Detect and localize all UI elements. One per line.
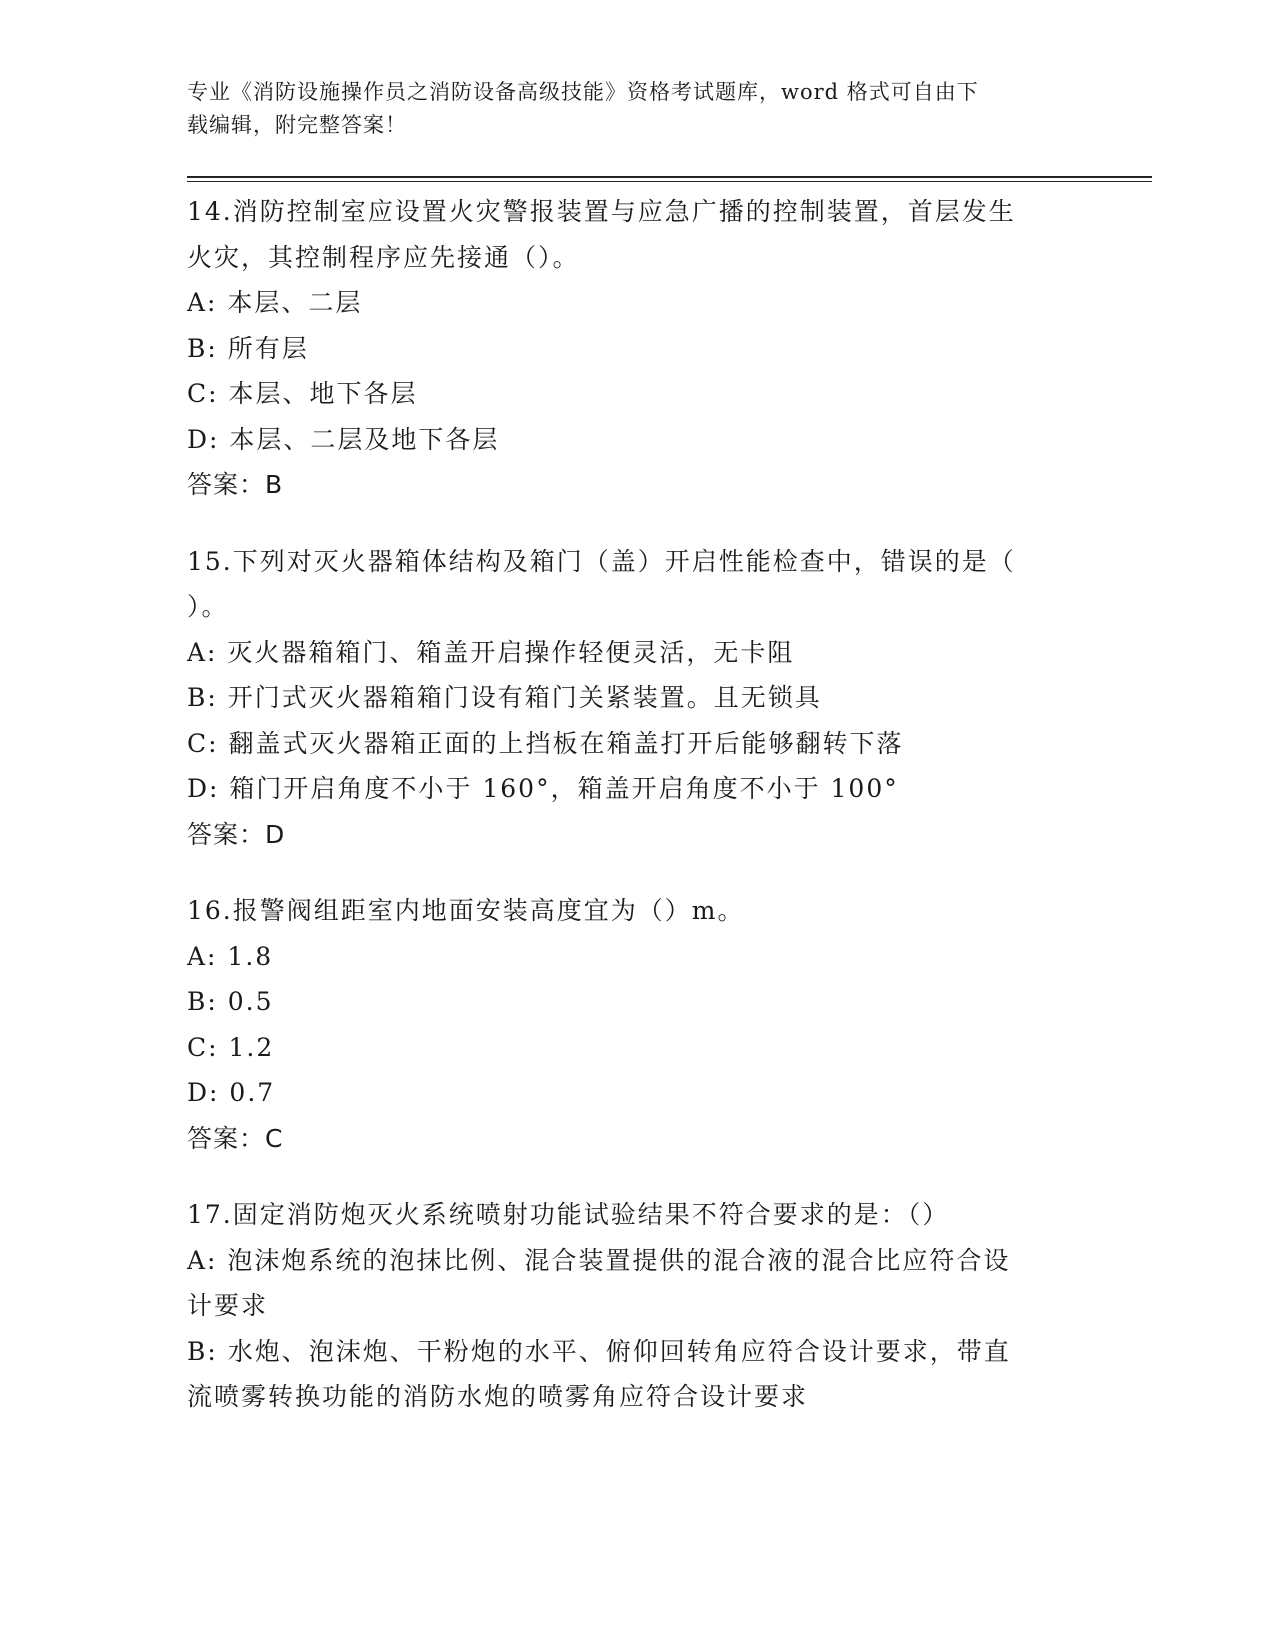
option-b-continued: 流喷雾转换功能的消防水炮的喷雾角应符合设计要求 bbox=[187, 1382, 809, 1411]
question-17 bbox=[187, 1192, 1087, 1420]
header-line-2: 载编辑，附完整答案！ bbox=[187, 113, 407, 137]
document-header bbox=[187, 76, 1087, 142]
question-14 bbox=[187, 189, 1087, 508]
question-stem-continued: ）。 bbox=[187, 592, 229, 621]
option-a-continued: 计要求 bbox=[187, 1291, 269, 1320]
option-a: A: 灭火器箱箱门、箱盖开启操作轻便灵活，无卡阻 bbox=[187, 637, 795, 667]
question-stem: 16.报警阀组距室内地面安装高度宜为（）m。 bbox=[187, 896, 745, 925]
option-b: B: 所有层 bbox=[187, 333, 309, 363]
answer-line: 答案：C bbox=[187, 1123, 284, 1153]
option-a: A: 本层、二层 bbox=[187, 288, 363, 317]
option-c: C: 本层、地下各层 bbox=[187, 379, 418, 408]
option-b: B: 0.5 bbox=[187, 987, 274, 1016]
option-a: A: 1.8 bbox=[187, 941, 274, 971]
answer-line: 答案：B bbox=[187, 470, 284, 499]
option-c: C: 翻盖式灭火器箱正面的上挡板在箱盖打开后能够翻转下落 bbox=[187, 728, 904, 758]
answer-line: 答案：D bbox=[187, 819, 286, 849]
option-d: D: 箱门开启角度不小于 160°，箱盖开启角度不小于 100° bbox=[187, 774, 899, 803]
question-stem-continued: 火灾，其控制程序应先接通（）。 bbox=[187, 242, 580, 272]
option-b: B: 水炮、泡沫炮、干粉炮的水平、俯仰回转角应符合设计要求，带直 bbox=[187, 1336, 1011, 1366]
option-d: D: 0.7 bbox=[187, 1078, 276, 1107]
option-d: D: 本层、二层及地下各层 bbox=[187, 424, 500, 454]
header-divider-thin bbox=[187, 181, 1152, 182]
question-stem: 14.消防控制室应设置火灾警报装置与应急广播的控制装置，首层发生 bbox=[187, 197, 1016, 226]
question-15 bbox=[187, 539, 1087, 858]
question-stem: 15.下列对灭火器箱体结构及箱门（盖）开启性能检查中，错误的是（ bbox=[187, 546, 1016, 576]
question-16 bbox=[187, 888, 1087, 1161]
question-stem: 17.固定消防炮灭火系统喷射功能试验结果不符合要求的是：（） bbox=[187, 1200, 950, 1229]
option-a: A: 泡沫炮系统的泡抹比例、混合装置提供的混合液的混合比应符合设 bbox=[187, 1245, 1011, 1275]
option-c: C: 1.2 bbox=[187, 1032, 275, 1062]
header-divider-thick bbox=[187, 176, 1152, 178]
option-b: B: 开门式灭火器箱箱门设有箱门关紧装置。且无锁具 bbox=[187, 683, 822, 712]
header-line-1: 专业《消防设施操作员之消防设备高级技能》资格考试题库，word 格式可自由下 bbox=[187, 80, 979, 104]
question-list bbox=[187, 189, 1087, 1451]
